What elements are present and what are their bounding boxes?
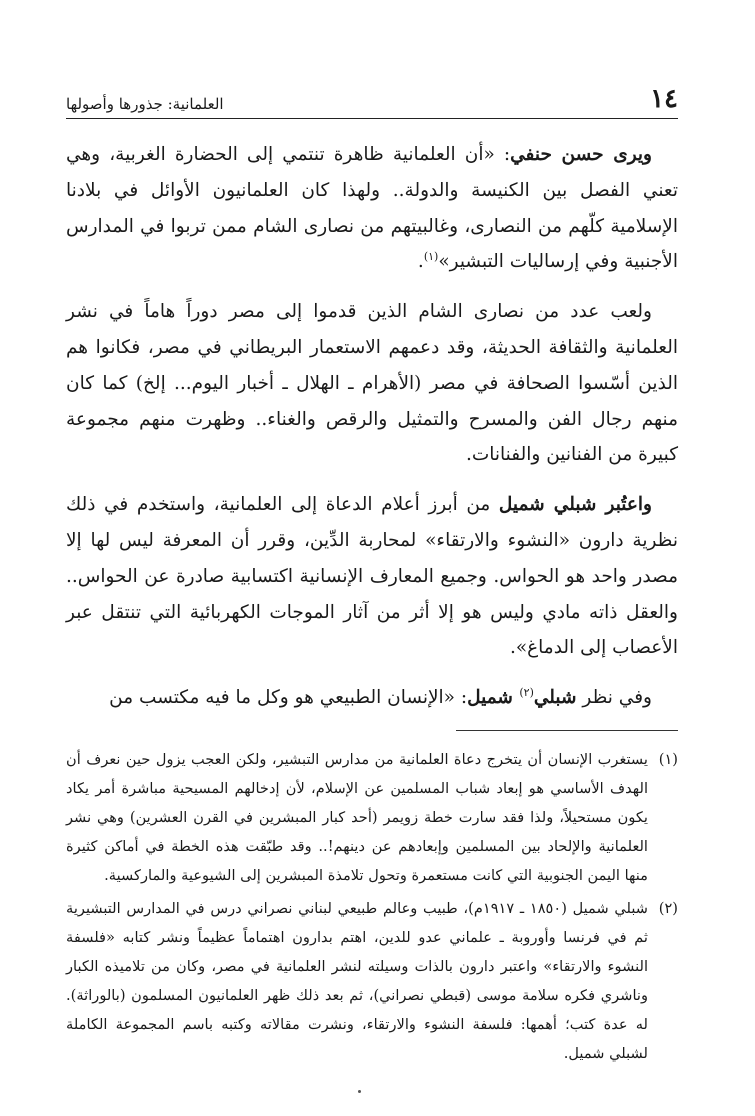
footnote-text: يستغرب الإنسان أن يتخرج دعاة العلمانية من مدارس التبشير، ولكن العجب يزول حين نعرف أن الهدف الأساسي هو إبعاد شباب المسلمين عن الإسلام، لأن إدخالهم المسيحية مباشرة أمر يكاد يكون مستحيلاً، ولذا فقد سارت خطة زويمر (أحد كبار المبشرين في القرن العشرين) وهي نشر العلمانية والإلحاد بين المسلمين وإبعادهم عن دينهم!.. وقد طبّقت هذه الخطة في أماكن كثيرة منها اليمن الجنوبية التي كانت مستعمرة وتحول تلامذة المبشرين إلى الشيوعية والماركسية.	[66, 750, 648, 884]
footnote-number: (١)	[658, 750, 678, 768]
paragraph-4	[66, 680, 678, 716]
footnote-divider	[456, 730, 678, 731]
footnote-ref-2: (٢)	[519, 686, 534, 699]
footnote-1	[66, 745, 678, 890]
paragraph-1	[66, 137, 678, 280]
paragraph-1-end: .	[417, 251, 424, 273]
page-header	[66, 84, 678, 119]
footnote-number: (٢)	[658, 899, 678, 917]
footnote-2	[66, 894, 678, 1068]
paragraph-2-text: ولعب عدد من نصارى الشام الذين قدموا إلى مصر دوراً هاماً في نشر العلمانية والثقافة الحديثة، وقد دعمهم الاستعمار البريطاني في مصر، فكانوا هم الذين أسّسوا الصحافة في مصر (الأهرام ـ الهلال ـ أخبار اليوم... إلخ) كما كان منهم رجال الفن والمسرح والتمثيل والرقص والغناء.. وظهرت منهم مجموعة كبيرة من الفنانين والفنانات.	[66, 301, 678, 466]
page-number: ١٤	[642, 84, 678, 114]
subject-name-first: شبلي	[533, 687, 577, 709]
paragraph-3-text: من أبرز أعلام الدعاة إلى العلمانية، واستخدم في ذلك نظرية دارون «النشوء والارتقاء» لمحاربة الدِّين، وقرر أن المعرفة ليس لها إلا مصدر واحد هو الحواس. وجميع المعارف الإنسانية اكتسابية صادرة عن الحواس.. والعقل ذاته مادي وليس هو إلا أثر من آثار الموجات الكهربائية التي تنتقل عبر الأعصاب إلى الدماغ».	[66, 494, 678, 659]
footnote-text: شبلي شميل (١٨٥٠ ـ ١٩١٧م)، طبيب وعالم طبيعي لبناني نصراني درس في المدارس التبشيرية ثم في فرنسا وأوروبة ـ علماني عدو للدين، اهتم بدارون اهتماماً عظيماً ونشر كتابه «فلسفة النشوء والارتقاء» واعتبر دارون بالذات وسيلته لنشر العلمانية في مصر، وكان من تلاميذه الكبار وناشري فكره سلامة موسى (قبطي نصراني)، ثم بعد ذلك ظهر العلمانيون المسلمون (بالوراثة). له عدة كتب؛ أهمها: فلسفة النشوء والارتقاء، ونشرت مقالاته وكتبه باسم المجموعة الكاملة لشبلي شميل.	[66, 899, 648, 1062]
page-mark	[358, 1090, 361, 1093]
paragraph-4-text: : «الإنسان الطبيعي هو وكل ما فيه مكتسب من	[109, 687, 468, 709]
book-page	[66, 84, 678, 1094]
paragraph-1-text: : «أن العلمانية ظاهرة تنتمي إلى الحضارة الغربية، وهي تعني الفصل بين الكنيسة والدولة.. ولهذا كان العلمانيون الأوائل في بلادنا الإسلامية كلّهم من النصارى، وغالبيتهم من نصارى الشام ممن تربوا في المدارس الأجنبية وفي إرساليات التبشير»	[66, 144, 678, 273]
paragraph-3	[66, 487, 678, 666]
subject-name-last: شميل	[467, 687, 520, 709]
running-title: العلمانية: جذورها وأصولها	[66, 92, 232, 116]
footnote-ref-1: (١)	[423, 250, 439, 264]
main-text	[66, 137, 678, 716]
footnotes	[66, 745, 678, 1068]
paragraph-4-prefix: وفي نظر	[576, 687, 652, 709]
subject-name: واعتُبر شبلي شميل	[498, 494, 652, 516]
paragraph-2	[66, 294, 678, 473]
quoted-author-name: ويرى حسن حنفي	[510, 144, 652, 165]
